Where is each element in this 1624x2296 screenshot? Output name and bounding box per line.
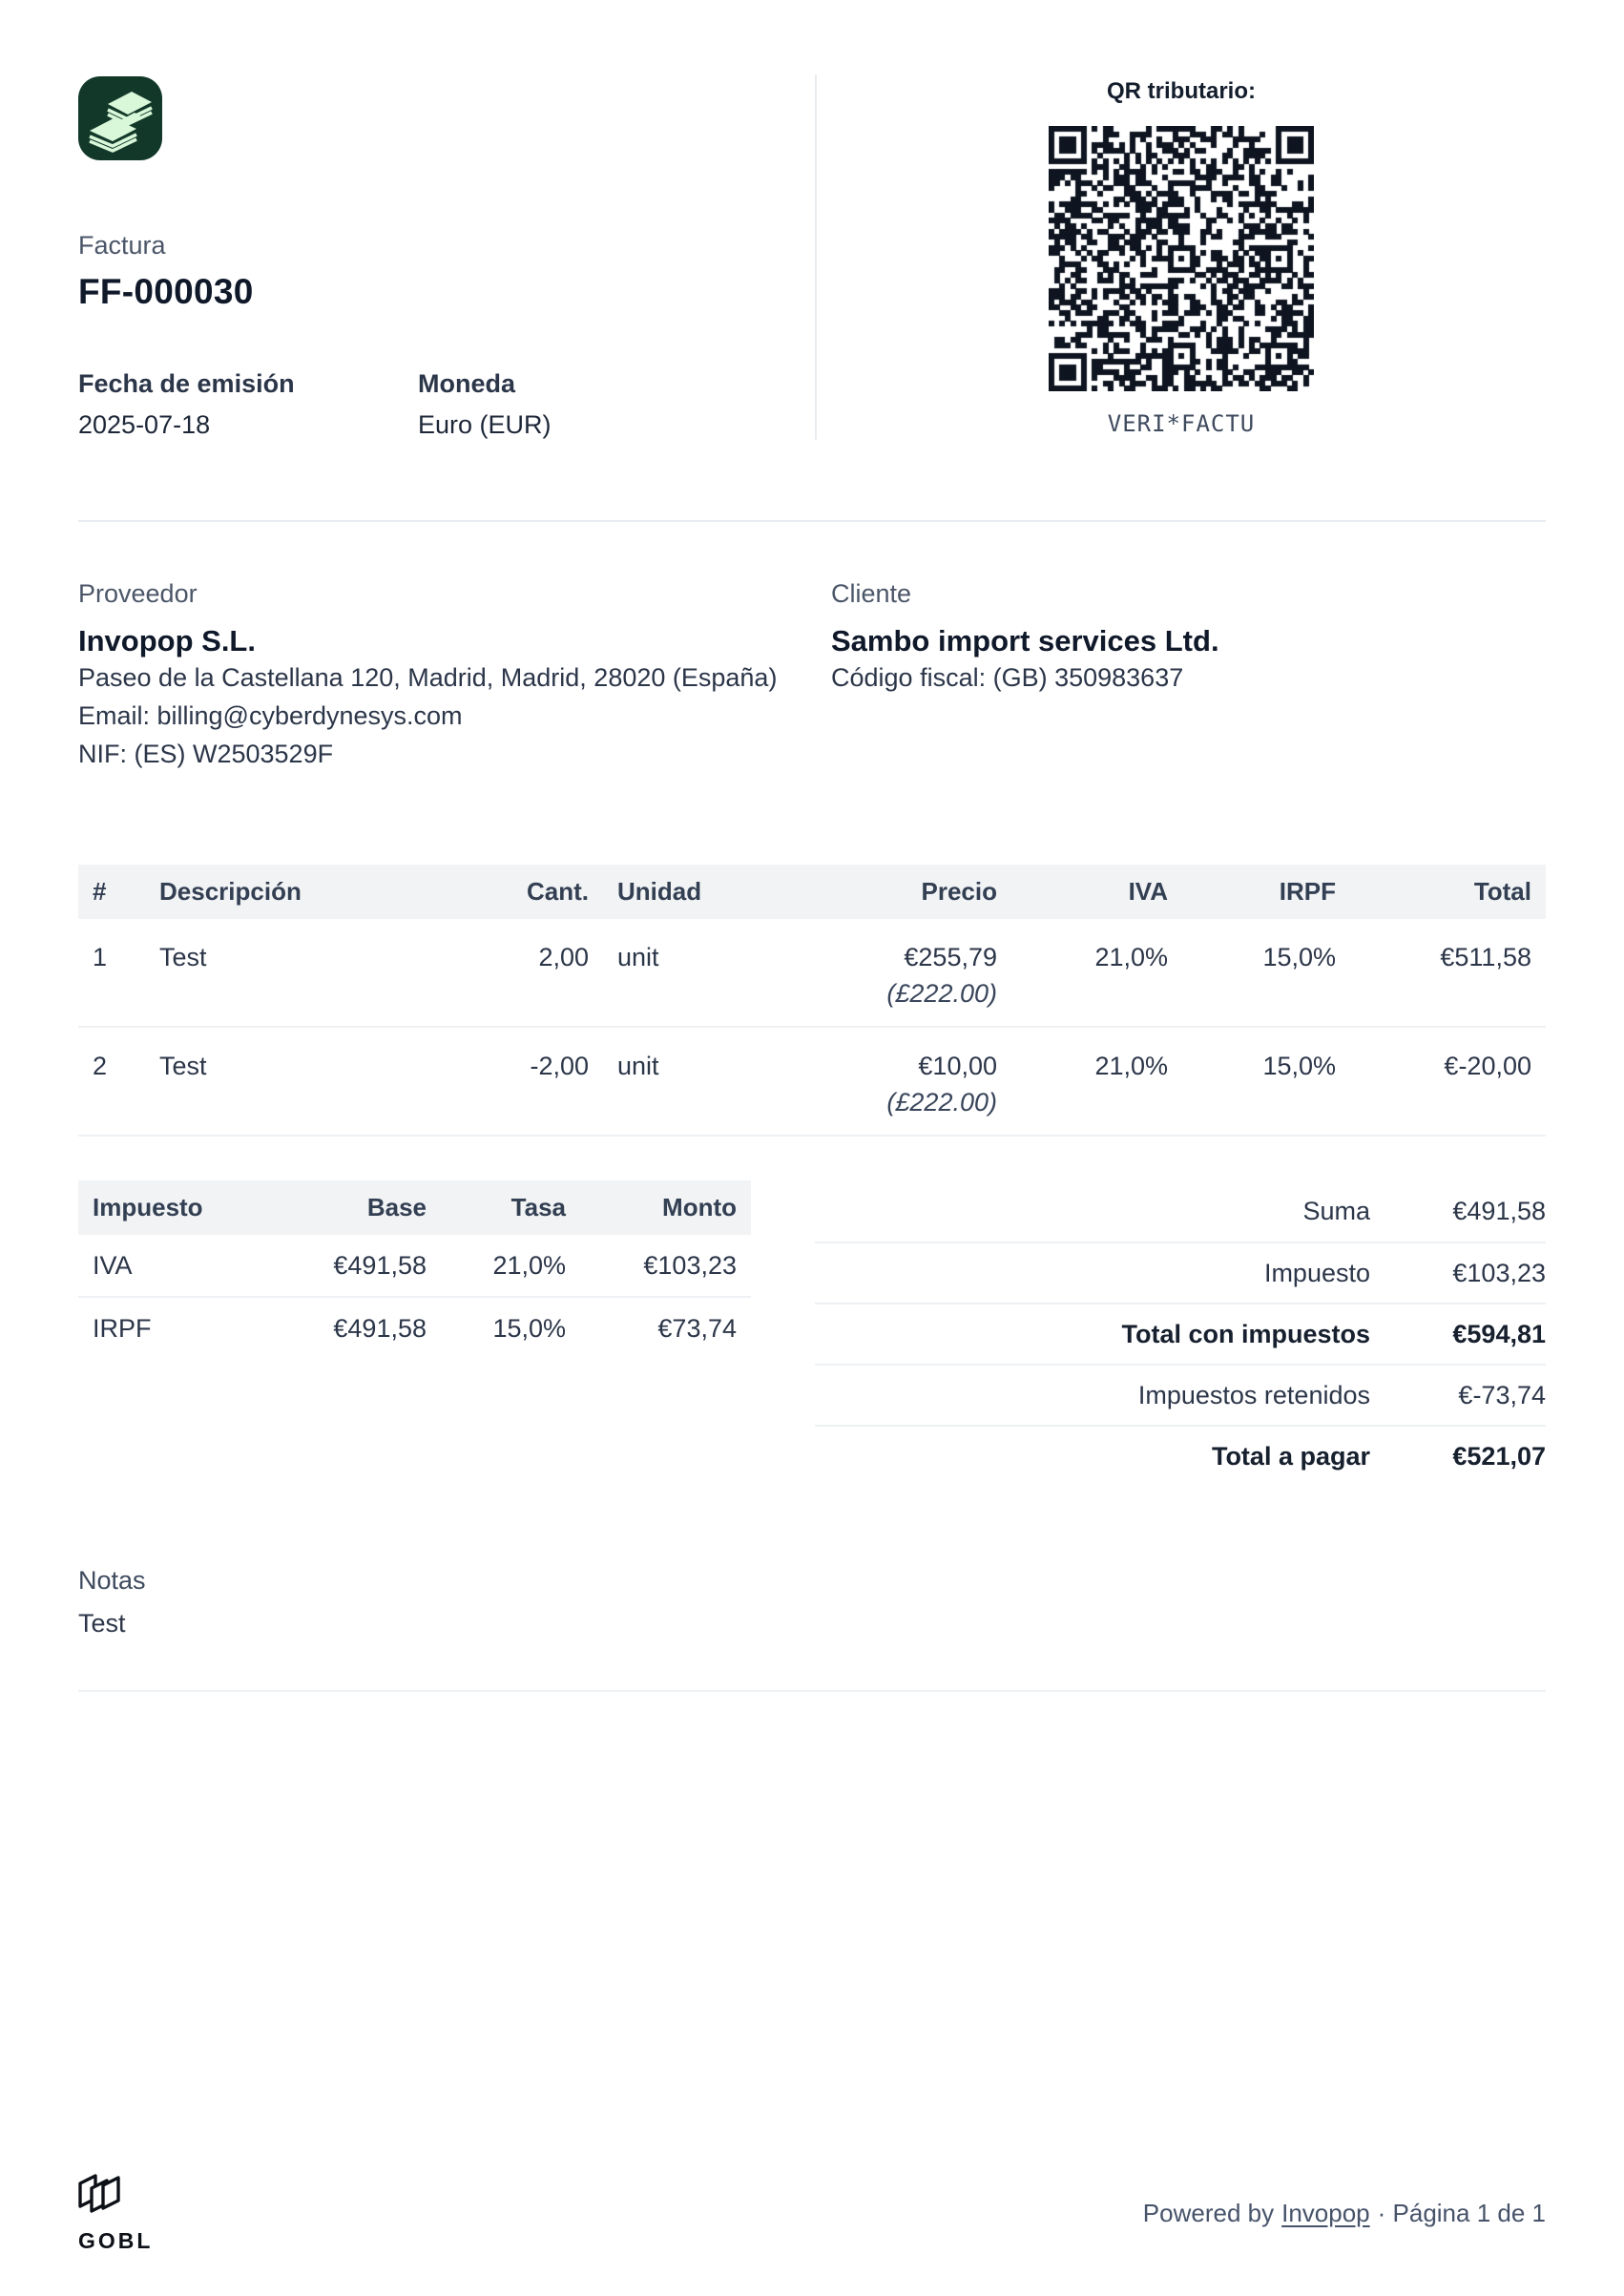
invopop-link[interactable]: Invopop [1281, 2198, 1370, 2227]
tax-base: €491,58 [240, 1235, 441, 1297]
customer-name: Sambo import services Ltd. [831, 624, 1219, 657]
total-label: Total a pagar [1211, 1441, 1370, 1471]
page-info: · Página 1 de 1 [1377, 2198, 1546, 2227]
summary [78, 1180, 1546, 1486]
powered-by-text: Powered by [1142, 2198, 1275, 2227]
total-value: €-73,74 [1458, 1380, 1546, 1409]
items-header-unit: Unidad [603, 865, 727, 919]
item-description: Test [145, 1027, 412, 1136]
item-irpf: 15,0% [1182, 919, 1350, 1027]
notes-label: Notas [78, 1566, 146, 1595]
total-label: Suma [1302, 1196, 1370, 1225]
items-header-total: Total [1350, 865, 1546, 919]
total-value: €521,07 [1452, 1441, 1546, 1471]
item-price-alt: (£222.00) [886, 1088, 997, 1117]
notes-text: Test [78, 1609, 126, 1638]
currency-label: Moneda [418, 369, 516, 398]
total-row-impuestos-retenidos [815, 1364, 1546, 1425]
currency-value: Euro (EUR) [418, 410, 552, 439]
items-header-row [78, 865, 1546, 919]
item-row [78, 1027, 1546, 1136]
header [78, 74, 1546, 522]
issue-date-label: Fecha de emisión [78, 369, 295, 398]
tax-header-amount: Monto [580, 1180, 751, 1235]
total-row-total-a-pagar [815, 1425, 1546, 1486]
doc-number: FF-000030 [78, 272, 254, 311]
item-iva: 21,0% [1011, 1027, 1182, 1136]
tax-rate: 15,0% [492, 1314, 566, 1343]
qr-code [1049, 126, 1314, 391]
gobl-logo [78, 2172, 153, 2254]
issue-date-value: 2025-07-18 [78, 410, 211, 439]
items-header-irpf: IRPF [1182, 865, 1350, 919]
total-label: Impuestos retenidos [1137, 1380, 1370, 1409]
doc-type-label: Factura [78, 231, 166, 260]
supplier-tax-id: NIF: (ES) W2503529F [78, 740, 334, 768]
item-quantity: 2,00 [412, 919, 603, 1027]
item-irpf: 15,0% [1182, 1027, 1350, 1136]
total-value: €594,81 [1452, 1319, 1546, 1348]
tax-header-base: Base [240, 1180, 441, 1235]
footer-text [1143, 2199, 1546, 2228]
footer [78, 2172, 1546, 2254]
invopop-logo-icon [78, 76, 815, 160]
items-table [78, 865, 1546, 1137]
item-unit: unit [603, 919, 727, 1027]
total-label: Total con impuestos [1121, 1319, 1370, 1348]
qr-caption: VERI*FACTU [1107, 410, 1256, 437]
item-description: Test [145, 919, 412, 1027]
tax-name: IRPF [93, 1314, 152, 1343]
item-price [727, 1027, 1011, 1136]
tax-base: €491,58 [333, 1314, 427, 1343]
customer-label: Cliente [831, 579, 912, 608]
item-total: €511,58 [1350, 919, 1546, 1027]
items-header-description: Descripción [145, 865, 412, 919]
notes-divider [78, 1690, 1546, 1692]
supplier-section [78, 579, 815, 773]
gobl-icon [78, 2172, 130, 2223]
tax-amount: €103,23 [580, 1235, 751, 1297]
items-header-index: # [78, 865, 145, 919]
item-index: 1 [78, 919, 145, 1027]
tax-header-rate: Tasa [441, 1180, 580, 1235]
item-price-main: €255,79 [904, 943, 997, 971]
item-price-alt: (£222.00) [886, 979, 997, 1008]
tax-amount: €73,74 [657, 1314, 737, 1343]
total-row-suma [815, 1180, 1546, 1242]
header-left [78, 74, 815, 440]
items-header-price: Precio [727, 865, 1011, 919]
item-index: 2 [78, 1027, 145, 1136]
tax-header-row [78, 1180, 751, 1235]
total-value: €491,58 [1452, 1196, 1546, 1225]
items-header-quantity: Cant. [412, 865, 603, 919]
item-total: €-20,00 [1350, 1027, 1546, 1136]
supplier-name: Invopop S.L. [78, 624, 256, 657]
currency-block [418, 369, 758, 440]
total-value: €103,23 [1452, 1258, 1546, 1287]
parties [78, 522, 1546, 773]
item-quantity: -2,00 [412, 1027, 603, 1136]
item-row [78, 919, 1546, 1027]
total-row-total-con-impuestos [815, 1303, 1546, 1364]
supplier-label: Proveedor [78, 579, 198, 608]
totals [815, 1180, 1546, 1486]
item-unit: unit [603, 1027, 727, 1136]
qr-label: QR tributario: [1107, 78, 1256, 104]
tax-row [78, 1235, 751, 1297]
issue-date-block [78, 369, 418, 440]
tax-header-tax: Impuesto [78, 1180, 240, 1235]
gobl-label: GOBL [78, 2228, 154, 2253]
item-iva: 21,0% [1011, 919, 1182, 1027]
tax-name: IVA [78, 1235, 240, 1297]
tax-table [78, 1180, 751, 1359]
total-label: Impuesto [1263, 1258, 1370, 1287]
item-price [727, 919, 1011, 1027]
tax-row [78, 1297, 751, 1359]
supplier-email: Email: billing@cyberdynesys.com [78, 701, 463, 730]
customer-section [815, 579, 1546, 773]
customer-tax-code: Código fiscal: (GB) 350983637 [831, 663, 1184, 692]
qr-section [815, 74, 1546, 440]
header-meta [78, 369, 815, 440]
supplier-address: Paseo de la Castellana 120, Madrid, Madrid, 28020 (España) [78, 663, 778, 692]
total-row-impuesto [815, 1242, 1546, 1303]
item-price-main: €10,00 [918, 1052, 997, 1080]
tax-rate: 21,0% [441, 1235, 580, 1297]
notes-section [78, 1566, 1546, 1639]
items-header-iva: IVA [1011, 865, 1182, 919]
